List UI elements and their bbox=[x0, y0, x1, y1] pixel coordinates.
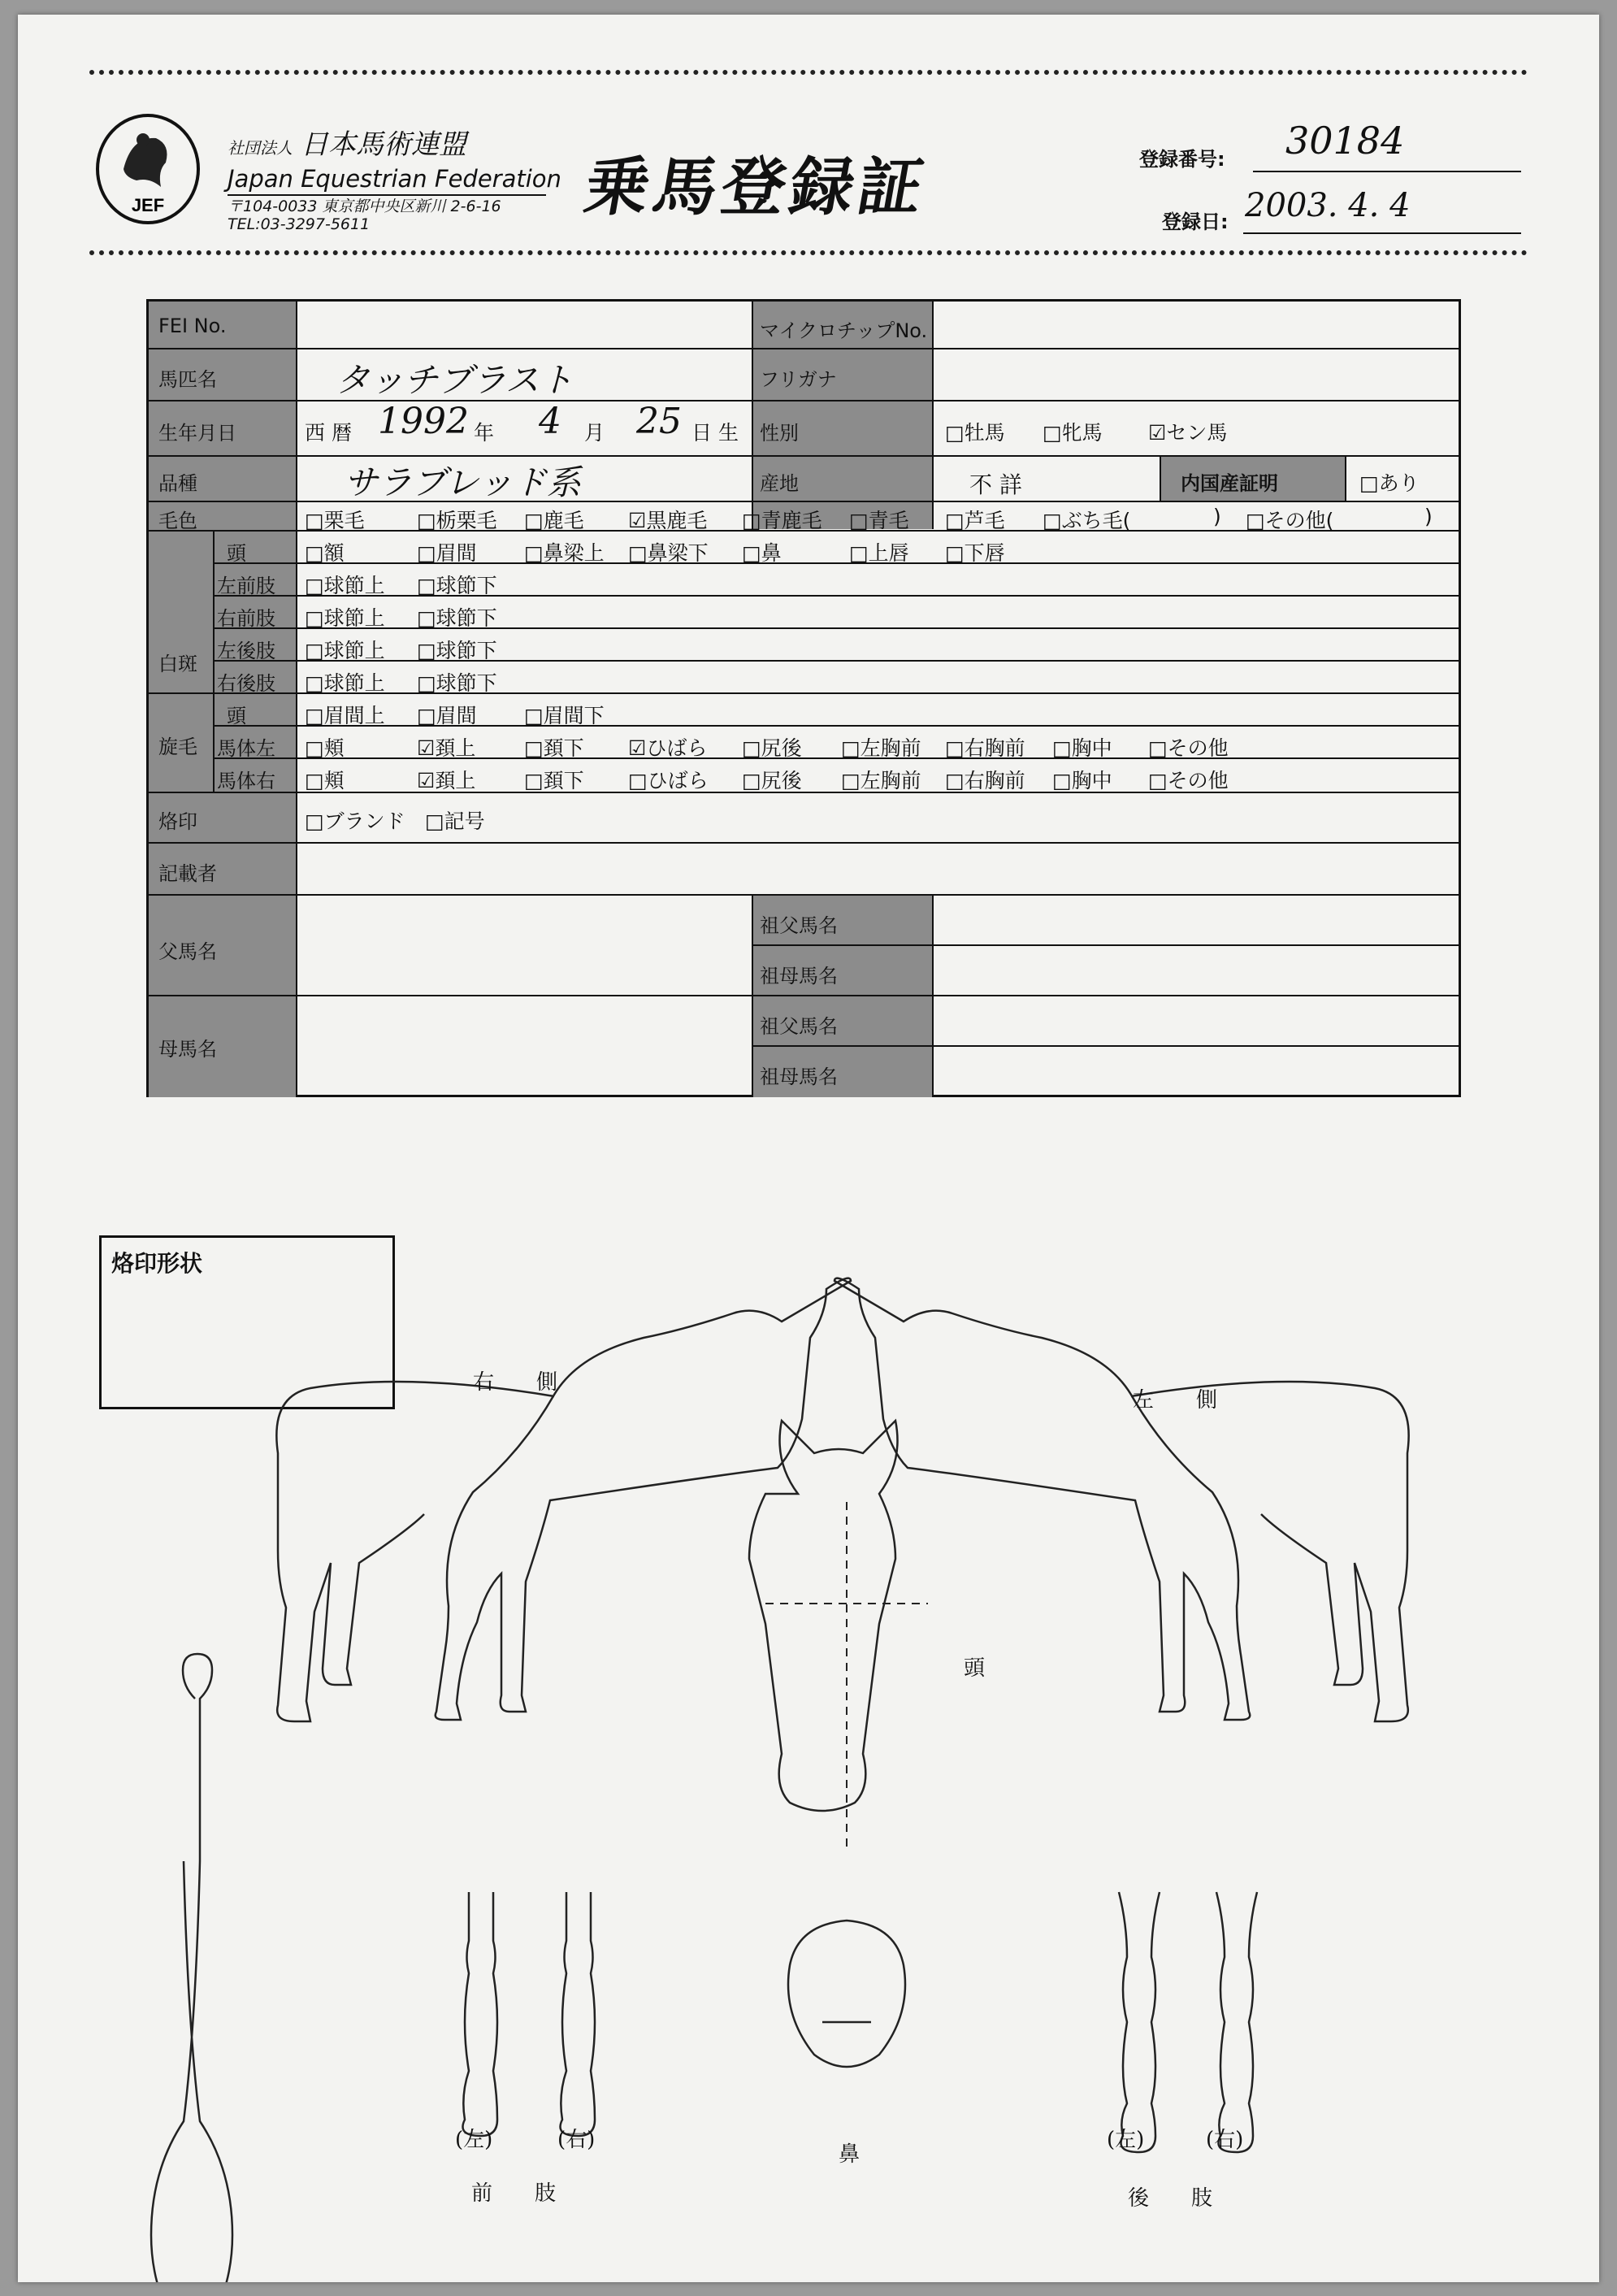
whorl-option[interactable]: □その他 bbox=[1148, 736, 1229, 760]
hindlimb-left bbox=[1119, 1892, 1160, 2152]
birth-month-unit: 月 bbox=[584, 421, 605, 445]
white-part: 左前肢 bbox=[217, 575, 275, 597]
white-part: 右前肢 bbox=[217, 607, 275, 630]
birth-era: 西 暦 bbox=[305, 421, 352, 445]
white-option[interactable]: □球節下 bbox=[417, 639, 497, 662]
certificate-page bbox=[18, 15, 1599, 2282]
left-side-horse-back bbox=[1131, 1382, 1409, 1721]
reg-number-value: 30184 bbox=[1285, 119, 1405, 163]
hindlimb-right-caption: (右) bbox=[1206, 2128, 1244, 2152]
sire-granddam-label: 祖母馬名 bbox=[760, 965, 838, 987]
whorl-option[interactable]: ☑頚上 bbox=[417, 769, 476, 792]
origin-value[interactable]: 不 詳 bbox=[969, 471, 1022, 498]
coat-option[interactable]: □鹿毛 bbox=[524, 509, 584, 532]
white-option[interactable]: □上唇 bbox=[849, 541, 909, 565]
sex-option-mare[interactable]: □牝馬 bbox=[1043, 421, 1103, 445]
white-part: 左後肢 bbox=[217, 640, 275, 662]
breed-label: 品種 bbox=[158, 472, 197, 495]
coat-label: 毛色 bbox=[158, 510, 197, 532]
whorl-option[interactable]: □左胸前 bbox=[841, 736, 921, 760]
dam-label: 母馬名 bbox=[158, 1038, 217, 1061]
whorl-option[interactable]: ☑ひばら bbox=[628, 736, 708, 760]
nose-view bbox=[788, 1921, 905, 2067]
coat-option[interactable]: □青毛 bbox=[849, 509, 909, 532]
birth-year[interactable]: 1992 bbox=[378, 401, 469, 442]
birth-day-unit: 日 生 bbox=[691, 421, 739, 445]
breed-value[interactable]: サラブレッド系 bbox=[344, 462, 581, 502]
coat-option[interactable]: □栃栗毛 bbox=[417, 509, 497, 532]
reg-number-label: 登録番号: bbox=[1139, 148, 1225, 171]
horse-name-value[interactable]: タッチブラスト bbox=[336, 360, 574, 400]
whorl-option[interactable]: □頚下 bbox=[524, 736, 584, 760]
page-title: 乗馬登録証 bbox=[579, 151, 934, 224]
org-address: 〒104-0033 東京都中央区新川 2-6-16 bbox=[228, 197, 501, 215]
dam-granddam-label: 祖母馬名 bbox=[760, 1066, 838, 1088]
coat-option[interactable]: □芦毛 bbox=[945, 509, 1005, 532]
head-caption: 頭 bbox=[964, 1656, 986, 1681]
birth-day[interactable]: 25 bbox=[636, 401, 682, 442]
right-side-horse-back bbox=[276, 1382, 554, 1721]
whorl-part: 頭 bbox=[227, 705, 246, 727]
top-view bbox=[151, 1654, 232, 2282]
whorl-option[interactable]: □胸中 bbox=[1052, 769, 1112, 792]
microchip-label: マイクロチップNo. bbox=[760, 319, 928, 342]
whorl-option[interactable]: □左胸前 bbox=[841, 769, 921, 792]
white-option[interactable]: □球節下 bbox=[417, 574, 497, 597]
whorl-option[interactable]: □右胸前 bbox=[945, 736, 1025, 760]
white-option[interactable]: □球節下 bbox=[417, 671, 497, 695]
white-part: 右後肢 bbox=[217, 672, 275, 695]
forelimb-left bbox=[463, 1892, 498, 2136]
white-option[interactable]: □球節上 bbox=[305, 574, 385, 597]
whorl-option[interactable]: ☑頚上 bbox=[417, 736, 476, 760]
domestic-cert-label: 内国産証明 bbox=[1181, 472, 1278, 495]
whorl-option[interactable]: □頬 bbox=[305, 769, 345, 792]
horse-name-label: 馬匹名 bbox=[158, 368, 217, 391]
furigana-label: フリガナ bbox=[760, 368, 837, 391]
white-option[interactable]: □球節上 bbox=[305, 606, 385, 630]
coat-option[interactable]: □ぶち毛( bbox=[1043, 509, 1131, 532]
nose-caption: 鼻 bbox=[839, 2142, 861, 2167]
white-option[interactable]: □額 bbox=[305, 541, 345, 565]
brand-option[interactable]: □記号 bbox=[425, 809, 485, 833]
forelimb-right-caption: (右) bbox=[557, 2128, 596, 2152]
hindlimb-right bbox=[1216, 1892, 1257, 2152]
sex-label: 性別 bbox=[760, 422, 799, 445]
svg-text:JEF: JEF bbox=[131, 195, 165, 215]
whorl-option[interactable]: □ひばら bbox=[628, 769, 709, 792]
sire-grandsire-label: 祖父馬名 bbox=[760, 914, 838, 937]
white-option[interactable]: □鼻梁下 bbox=[628, 541, 709, 565]
whorl-option[interactable]: □眉間 bbox=[417, 704, 477, 727]
coat-option[interactable]: ☑黒鹿毛 bbox=[628, 509, 708, 532]
org-name: 日本馬術連盟 bbox=[301, 128, 466, 161]
forelimbs-caption: 前 肢 bbox=[471, 2181, 557, 2206]
whorl-option[interactable]: □頬 bbox=[305, 736, 345, 760]
birth-month[interactable]: 4 bbox=[539, 401, 561, 442]
white-option[interactable]: □下唇 bbox=[945, 541, 1005, 565]
sire-label: 父馬名 bbox=[158, 940, 217, 963]
hindlimbs-caption: 後 肢 bbox=[1128, 2186, 1213, 2211]
org-name-en: Japan Equestrian Federation bbox=[228, 165, 561, 193]
sex-option-gelding[interactable]: ☑セン馬 bbox=[1148, 421, 1228, 445]
domestic-cert-option[interactable]: □あり bbox=[1359, 471, 1420, 495]
whorl-option[interactable]: □眉間上 bbox=[305, 704, 385, 727]
origin-label: 産地 bbox=[760, 472, 799, 495]
brand-shape-label: 烙印形状 bbox=[111, 1250, 203, 1277]
whorl-option[interactable]: □頚下 bbox=[524, 769, 584, 792]
birth-year-unit: 年 bbox=[474, 421, 495, 445]
head-front-view bbox=[749, 1421, 898, 1811]
forelimb-left-caption: (左) bbox=[455, 2128, 493, 2152]
white-option[interactable]: □鼻 bbox=[742, 541, 782, 565]
reg-date-label: 登録日: bbox=[1162, 211, 1229, 233]
white-markings-label: 白斑 bbox=[158, 653, 197, 675]
org-prefix: 社団法人 bbox=[228, 138, 293, 158]
whorl-option[interactable]: □その他 bbox=[1148, 769, 1229, 792]
white-option[interactable]: □球節上 bbox=[305, 639, 385, 662]
whorl-part: 馬体左 bbox=[217, 737, 275, 760]
brand-option[interactable]: □ブランド bbox=[305, 809, 405, 833]
brand-label: 烙印 bbox=[158, 810, 197, 833]
coat-paren: ) bbox=[1213, 505, 1221, 528]
org-tel: TEL:03-3297-5611 bbox=[228, 215, 371, 233]
whorl-option[interactable]: □胸中 bbox=[1052, 736, 1112, 760]
left-side-horse-outline bbox=[835, 1278, 1250, 1720]
whorl-part: 馬体右 bbox=[217, 770, 275, 792]
dam-grandsire-label: 祖父馬名 bbox=[760, 1015, 838, 1038]
fei-no-label: FEI No. bbox=[158, 315, 227, 337]
white-option[interactable]: □球節下 bbox=[417, 606, 497, 630]
coat-option[interactable]: □栗毛 bbox=[305, 509, 365, 532]
whorl-label: 旋毛 bbox=[158, 736, 197, 758]
whorl-option[interactable]: □尻後 bbox=[742, 736, 802, 760]
white-option[interactable]: □球節上 bbox=[305, 671, 385, 695]
whorl-option[interactable]: □右胸前 bbox=[945, 769, 1025, 792]
coat-option[interactable]: □その他( bbox=[1246, 509, 1334, 532]
coat-option[interactable]: □青鹿毛 bbox=[742, 509, 822, 532]
recorder-label: 記載者 bbox=[158, 862, 217, 885]
left-side-caption: 左 側 bbox=[1133, 1388, 1218, 1413]
horse-diagram bbox=[18, 15, 1599, 2282]
coat-paren: ) bbox=[1424, 505, 1433, 528]
white-option[interactable]: □鼻梁上 bbox=[524, 541, 605, 565]
white-part: 頭 bbox=[227, 542, 246, 565]
whorl-option[interactable]: □尻後 bbox=[742, 769, 802, 792]
hindlimb-left-caption: (左) bbox=[1107, 2128, 1145, 2152]
right-side-caption: 右 側 bbox=[473, 1370, 558, 1395]
birth-label: 生年月日 bbox=[158, 422, 236, 445]
sex-option-stallion[interactable]: □牡馬 bbox=[945, 421, 1005, 445]
reg-date-value: 2003. 4. 4 bbox=[1245, 187, 1411, 224]
right-side-horse-outline bbox=[436, 1278, 851, 1720]
whorl-option[interactable]: □眉間下 bbox=[524, 704, 605, 727]
forelimb-right bbox=[561, 1892, 596, 2136]
white-option[interactable]: □眉間 bbox=[417, 541, 477, 565]
